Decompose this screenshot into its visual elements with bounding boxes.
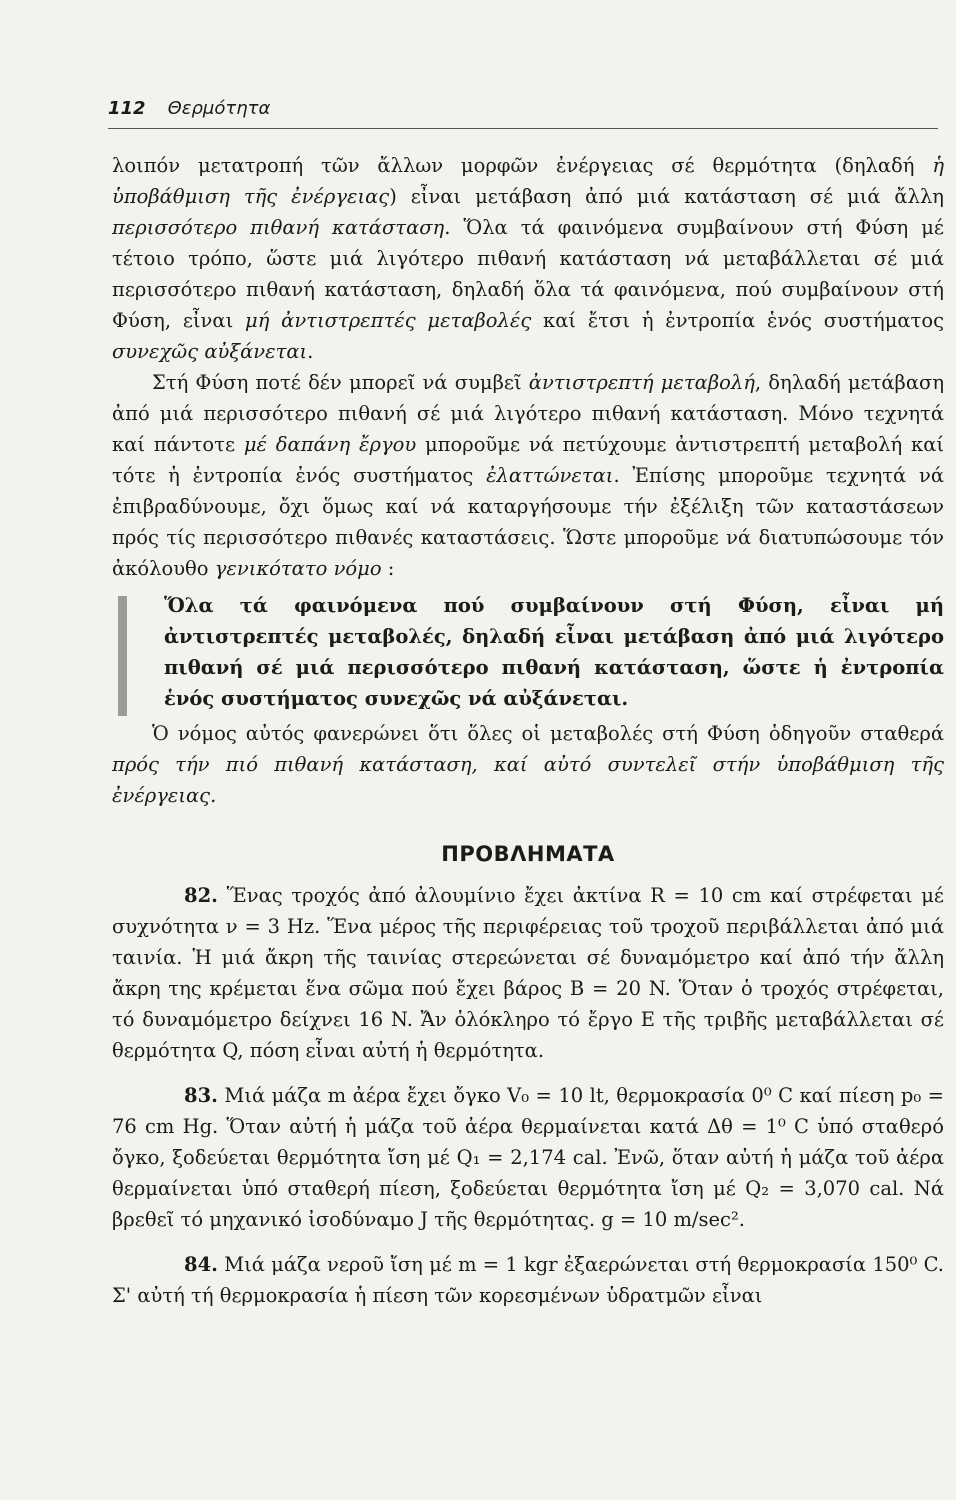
running-title: Θερμότητα xyxy=(167,98,271,119)
problem-text: Μιά μάζα m ἀέρα ἔχει ὄγκο V₀ = 10 lt, θερμοκρασία 0⁰ C καί πίεση p₀ = 76 cm Hg. Ὅταν αὐτή ἡ μάζα τοῦ ἀέρα θερμαίνεται κατά Δθ = 1⁰ C ὑπό σταθερό ὄγκο, ξοδεύεται θερμότητα ἴση μέ Q₁ = 2,174 cal. Ἐνῶ, ὅταν αὐτή ἡ μάζα τοῦ ἀέρα θερμαίνεται ὑπό σταθερή πίεση, ξοδεύεται θερμότητα ἴση μέ Q₂ = 3,070 cal. Νά βρεθεῖ τό μηχανικό ἰσοδύναμο J τῆς θερμότητας. g = 10 m/sec². xyxy=(112,1084,944,1231)
text-run: καί ἔτσι ἡ ἐντροπία ἑνός συστήματος xyxy=(531,309,944,332)
italic-run: πρός τήν πιό πιθανή κατάσταση, καί αὐτό συντελεῖ στήν ὑποβάθμιση τῆς ἐνέργειας. xyxy=(112,753,944,807)
body-text xyxy=(112,150,944,1325)
problem-text: Μιά μάζα νεροῦ ἴση μέ m = 1 kgr ἐξαερώνεται στή θερμοκρασία 150⁰ C. Σ' αὐτή τή θερμοκρασία ἡ πίεση τῶν κορεσμένων ὑδρατμῶν εἶναι xyxy=(112,1253,945,1307)
problem-number: 83. xyxy=(184,1084,218,1107)
law-statement xyxy=(112,590,944,714)
problem-number: 82. xyxy=(184,884,218,907)
text-run: λοιπόν μετατροπή τῶν ἄλλων μορφῶν ἐνέργειας σέ θερμότητα (δηλαδή xyxy=(112,154,933,177)
text-run: . Ἐπίσης μποροῦμε τεχνητά νά ἐπιβραδύνουμε, ὄχι ὅμως καί νά καταργήσουμε τήν ἐξέλιξη τῶν καταστάσεων πρός τίς περισσότερο πιθανές καταστάσεις. Ὥστε μποροῦμε νά διατυπώσουμε τόν ἀκόλουθο xyxy=(112,464,944,580)
highlight-bar xyxy=(118,596,127,716)
italic-run: περισσότερο πιθανή κατάσταση xyxy=(112,216,445,239)
paragraph-1 xyxy=(112,150,944,367)
italic-run: συνεχῶς αὐξάνεται xyxy=(112,340,308,363)
problem-82 xyxy=(112,880,944,1066)
italic-run: ἀντιστρεπτή μεταβολή xyxy=(528,371,755,394)
paragraph-3 xyxy=(112,718,944,811)
italic-run: μή ἀντιστρεπτές μεταβολές xyxy=(245,309,532,332)
text-run: ) εἶναι μετάβαση ἀπό μιά κατάσταση σέ μιά ἄλλη xyxy=(389,185,944,208)
text-run: : xyxy=(381,557,395,580)
law-text: Ὅλα τά φαινόμενα πού συμβαίνουν στή Φύση, εἶναι μή ἀντιστρεπτές μεταβολές, δηλαδή εἶναι μετάβαση ἀπό μιά λιγότερο πιθανή σέ μιά περισσότερο πιθανή κατάσταση, ὥστε ἡ ἐντροπία ἑνός συστήματος συνεχῶς νά αὐξάνεται. xyxy=(164,594,944,710)
problem-text: Ἕνας τροχός ἀπό ἀλουμίνιο ἔχει ἀκτίνα R = 10 cm καί στρέφεται μέ συχνότητα ν = 3 Hz. Ἕνα μέρος τῆς περιφέρειας τοῦ τροχοῦ περιβάλλεται ἀπό μιά ταινία. Ἡ μιά ἄκρη τῆς ταινίας στερεώνεται σέ δυναμόμετρο καί ἀπό τήν ἄλλη ἄκρη της κρέμεται ἕνα σῶμα πού ἔχει βάρος B = 20 N. Ὅταν ὁ τροχός στρέφεται, τό δυναμόμετρο δείχνει 16 N. Ἄν ὁλόκληρο τό ἔργο E τῆς τριβῆς μεταβάλλεται σέ θερμότητα Q, πόση εἶναι αὐτή ἡ θερμότητα. xyxy=(112,884,945,1062)
page-number: 112 xyxy=(108,98,146,119)
section-title: ΠΡΟΒΛΗΜΑΤΑ xyxy=(441,842,615,866)
page-header xyxy=(108,98,938,129)
italic-run: μέ δαπάνη ἔργου xyxy=(243,433,417,456)
italic-run: γενικότατο νόμο xyxy=(214,557,382,580)
italic-run: ἐλαττώνεται xyxy=(486,464,614,487)
problem-83 xyxy=(112,1080,944,1235)
problem-number: 84. xyxy=(184,1253,218,1276)
text-run: . xyxy=(307,340,314,363)
text-run: Στή Φύση ποτέ δέν μπορεῖ νά συμβεῖ xyxy=(152,371,529,394)
text-run: μποροῦμε νά πετύχουμε ἀντιστρεπτή μεταβολή καί τότε ἡ ἐντροπία ἑνός συστήματος xyxy=(112,433,945,487)
problem-84 xyxy=(112,1249,944,1311)
paragraph-2 xyxy=(112,367,944,584)
text-run: Ὁ νόμος αὐτός φανερώνει ὅτι ὅλες οἱ μεταβολές στή Φύση ὁδηγοῦν σταθερά xyxy=(152,722,944,745)
text-run: . Ὅλα τά φαινόμενα συμβαίνουν στή Φύση μέ τέτοιο τρόπο, ὥστε μιά λιγότερο πιθανή κατάσταση νά μεταβάλλεται σέ μιά περισσότερο πιθανή κατάσταση, δηλαδή ὅλα τά φαινόμενα, πού συμβαίνουν στή Φύση, εἶναι xyxy=(112,216,944,332)
italic-run: ἡ ὑποβάθμιση τῆς ἐνέργειας xyxy=(112,154,944,208)
text-run: , δηλαδή μετάβαση ἀπό μιά περισσότερο πιθανή σέ μιά λιγότερο πιθανή κατάσταση. Μόνο τεχνητά καί πάντοτε xyxy=(112,371,944,456)
